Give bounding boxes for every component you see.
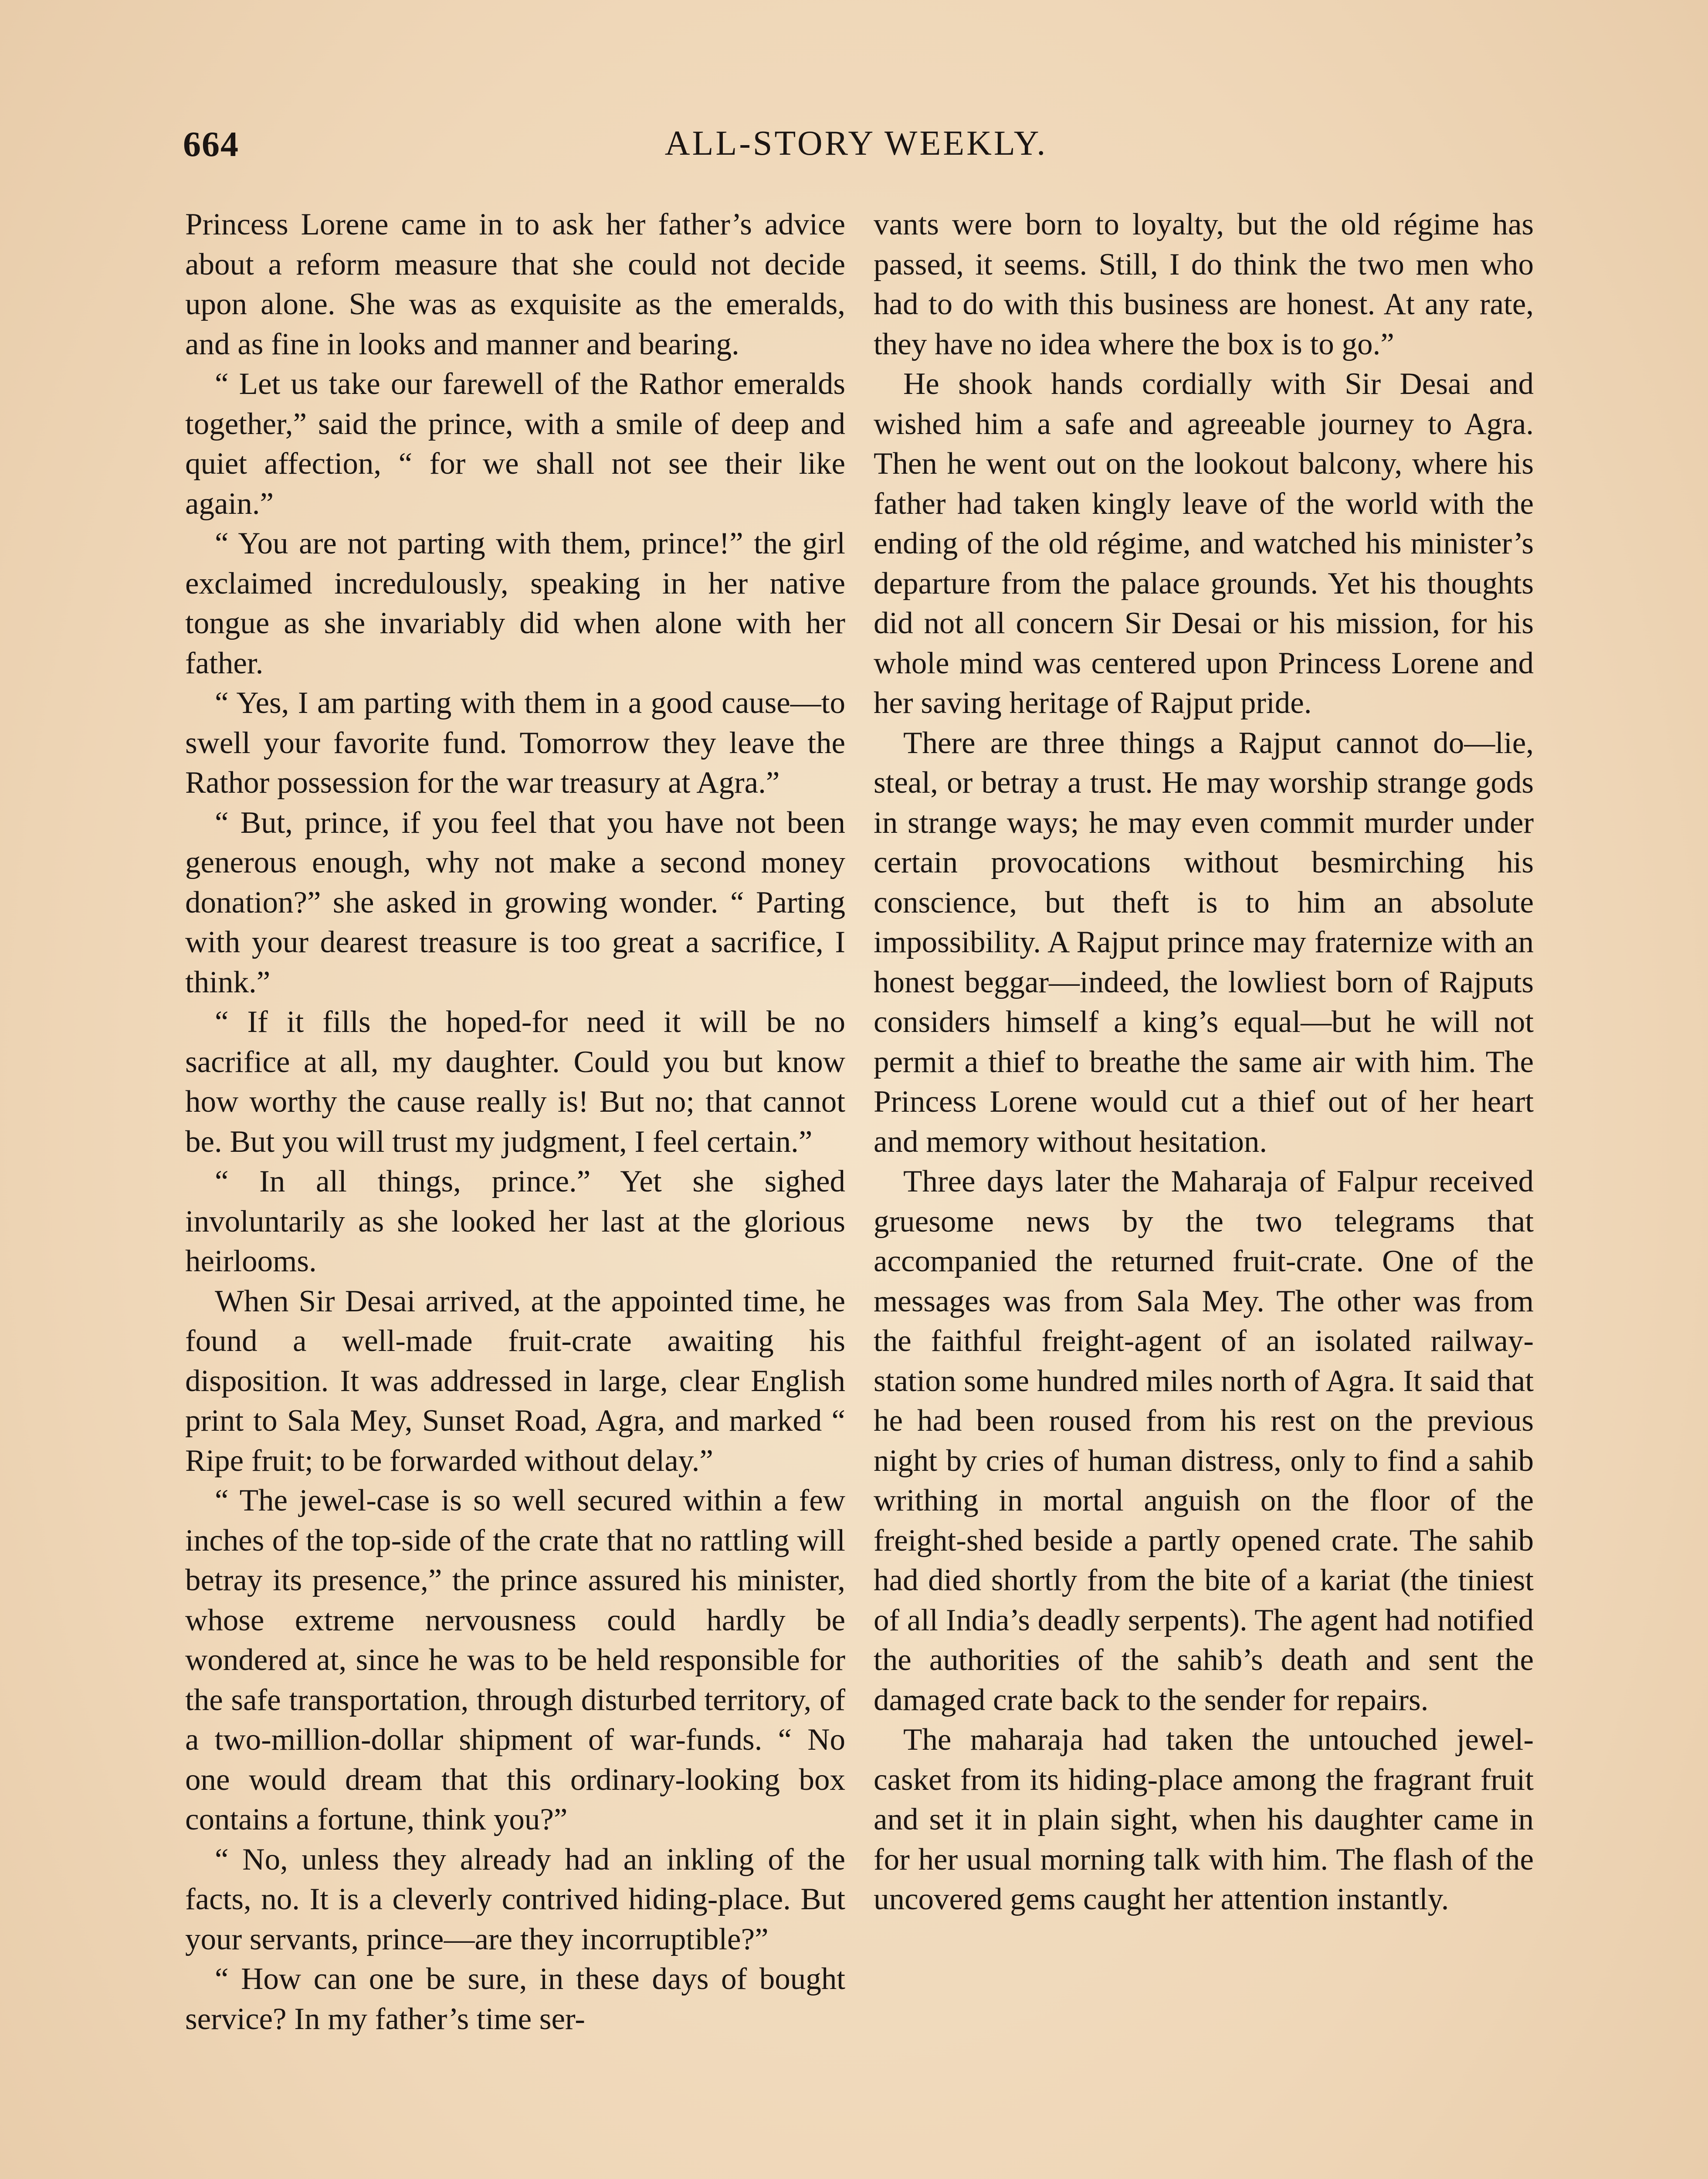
paragraph: “ Let us take our farewell of the Rathor emeralds together,” said the prince, with a smile of deep and quiet affection, “ for we shall not see their like again.”: [185, 367, 845, 521]
page-header: [183, 124, 1529, 189]
paragraph: The maharaja had taken the untouched jewel-casket from its hiding-place among the fragrant fruit and set it in plain sight, when his daughter came in for her usual morning talk with him. The flash of the uncovered gems caught her attention instantly.: [874, 1723, 1534, 1916]
paragraph: “ How can one be sure, in these days of bought service? In my father’s time ser-: [185, 1962, 845, 2036]
paragraph: “ No, unless they already had an inkling of the facts, no. It is a cleverly contrived hiding-place. But your servants, prince—are they incorruptible?”: [185, 1842, 845, 1956]
right-column: [874, 205, 1534, 1920]
paragraph: “ But, prince, if you feel that you have not been generous enough, why not make a second money donation?” she asked in growing wonder. “ Parting with your dearest treasure is too great a sacrifice, I think.”: [185, 805, 845, 999]
paragraph: There are three things a Rajput cannot do—lie, steal, or betray a trust. He may worship strange gods in strange ways; he may even commit murder under certain provocations without besmirching his conscience, but theft is to him an absolute impossibility. A Rajput prince may fraternize with an honest beggar—indeed, the lowliest born of Rajputs considers himself a king’s equal—but he will not permit a thief to breathe the same air with him. The Princess Lorene would cut a thief out of her heart and memory without hesitation.: [874, 726, 1534, 1159]
paragraph: Princess Lorene came in to ask her father’s advice about a reform measure that she could not decide upon alone. She was as exquisite as the emeralds, and as fine in looks and manner and bearing.: [185, 207, 845, 361]
paragraph: vants were born to loyalty, but the old régime has passed, it seems. Still, I do think the two men who had to do with this business are honest. At any rate, they have no idea where the box is to go.”: [874, 207, 1534, 361]
paragraph: He shook hands cordially with Sir Desai and wished him a safe and agreeable journey to Agra. Then he went out on the lookout balcony, where his father had taken kingly leave of the world with the ending of the old régime, and watched his minister’s departure from the palace grounds. Yet his thoughts did not all concern Sir Desai or his mission, for his whole mind was centered upon Princess Lorene and her saving heritage of Rajput pride.: [874, 367, 1534, 720]
left-column: [185, 205, 845, 2039]
paragraph: Three days later the Maharaja of Falpur received gruesome news by the two telegrams that accompanied the returned fruit-crate. One of the messages was from Sala Mey. The other was from the faithful freight-agent of an isolated railway-station some hundred miles north of Agra. It said that he had been roused from his rest on the previous night by cries of human distress, only to find a sahib writhing in mortal anguish on the floor of the freight-shed beside a partly opened crate. The sahib had died shortly from the bite of a kariat (the tiniest of all India’s deadly serpents). The agent had notified the authorities of the sahib’s death and sent the damaged crate back to the sender for repairs.: [874, 1164, 1534, 1717]
page-number: 664: [183, 124, 239, 164]
paragraph: “ If it fills the hoped-for need it will be no sacrifice at all, my daughter. Could you but know how worthy the cause really is! But no; that cannot be. But you will trust my judgment, I feel certain.”: [185, 1005, 845, 1159]
paragraph: “ The jewel-case is so well secured within a few inches of the top-side of the crate that no rattling will betray its presence,” the prince assured his minister, whose extreme nervousness could hardly be wondered at, since he was to be held responsible for the safe transportation, through disturbed territory, of a two-million-dollar shipment of war-funds. “ No one would dream that this ordinary-looking box contains a fortune, think you?”: [185, 1483, 845, 1836]
paragraph: When Sir Desai arrived, at the appointed time, he found a well-made fruit-crate awaiting his disposition. It was addressed in large, clear English print to Sala Mey, Sunset Road, Agra, and marked “ Ripe fruit; to be forwarded without delay.”: [185, 1284, 845, 1478]
paragraph: “ Yes, I am parting with them in a good cause—to swell your favorite fund. Tomorrow they leave the Rathor possession for the war treasury at Agra.”: [185, 686, 845, 800]
paragraph: “ You are not parting with them, prince!” the girl exclaimed incredulously, speaking in her native tongue as she invariably did when alone with her father.: [185, 526, 845, 680]
running-title: ALL-STORY WEEKLY.: [664, 124, 1048, 163]
paragraph: “ In all things, prince.” Yet she sighed involuntarily as she looked her last at the glorious heirlooms.: [185, 1164, 845, 1278]
